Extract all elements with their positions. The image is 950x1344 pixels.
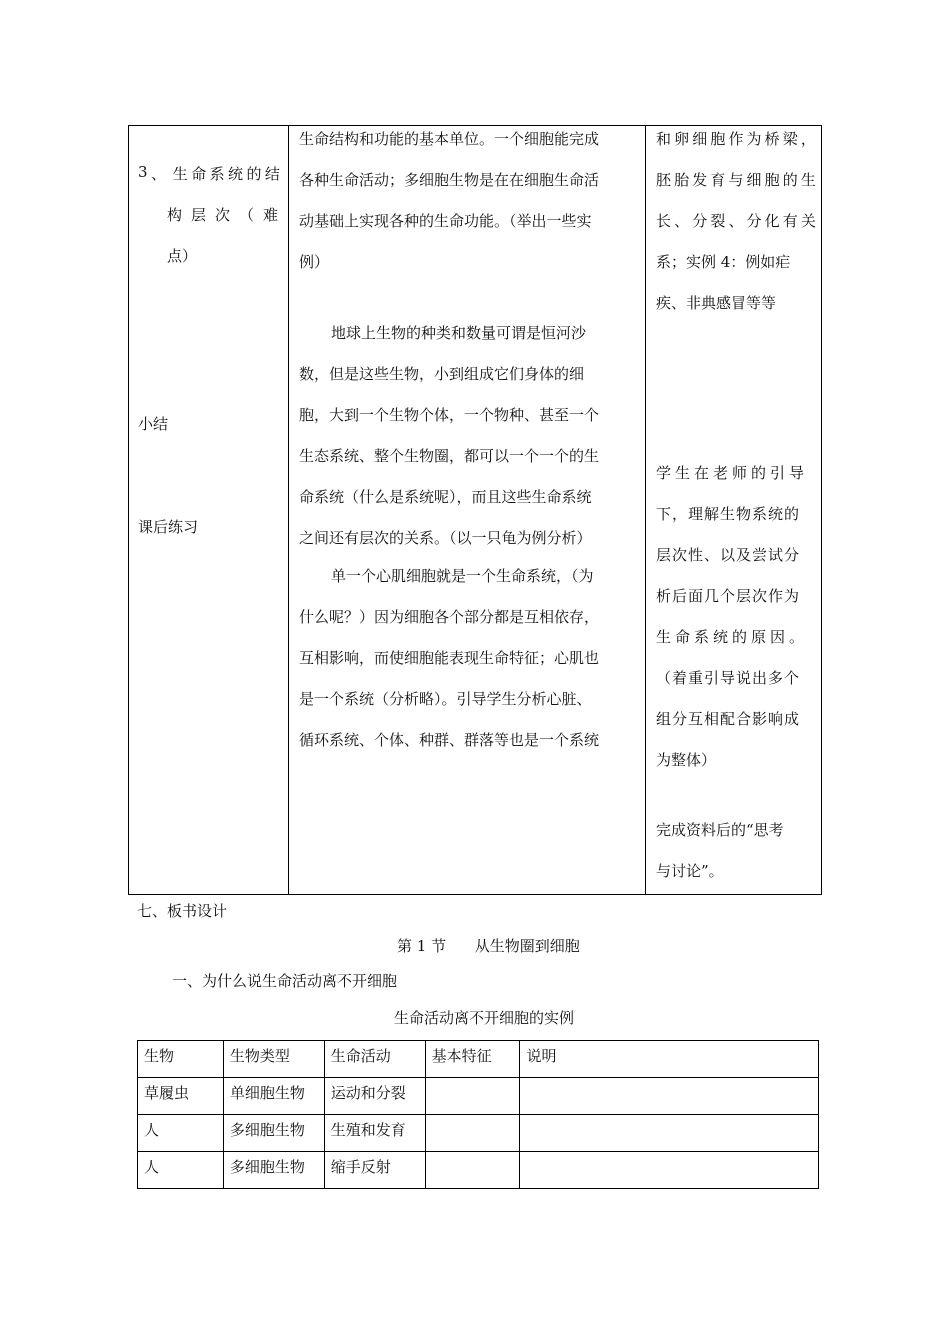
header-cell: 说明 xyxy=(520,1041,819,1078)
table-cell: 人 xyxy=(138,1115,224,1152)
teacher-text-line: 生态系统、整个生物圈，都可以一个一个的生 xyxy=(299,447,600,465)
stage-column xyxy=(129,126,288,894)
table-cell: 缩手反射 xyxy=(324,1152,425,1189)
teacher-text-line: 互相影响，而使细胞能表现生命特征；心肌也 xyxy=(299,649,600,667)
student-text-line: 为整体） xyxy=(656,751,717,769)
teacher-text-line: 生命结构和功能的基本单位。一个细胞能完成 xyxy=(299,130,600,148)
table-row xyxy=(138,1115,819,1152)
teacher-text-line: 是一个系统（分析略）。引导学生分析心脏、 xyxy=(299,690,592,708)
teacher-text-line: 动基础上实现各种的生命功能。（举出一些实 xyxy=(299,212,592,230)
table-row xyxy=(138,1078,819,1115)
table-cell: 单细胞生物 xyxy=(223,1078,324,1115)
table-row xyxy=(138,1152,819,1189)
table-cell: 草履虫 xyxy=(138,1078,224,1115)
table-cell xyxy=(425,1115,520,1152)
header-cell: 生命活动 xyxy=(324,1041,425,1078)
subheading: 一、为什么说生命活动离不开细胞 xyxy=(172,972,398,990)
header-cell: 生物类型 xyxy=(223,1041,324,1078)
student-text-line: 学生在老师的引导 xyxy=(656,464,809,482)
student-activity-column xyxy=(646,126,821,894)
table-header-row xyxy=(138,1041,819,1078)
teacher-text-line: 单一个心肌细胞就是一个生命系统，（为 xyxy=(331,567,594,585)
board-title: 第 1 节 从生物圈到细胞 xyxy=(397,937,580,955)
student-text-line: 系；实例 4：例如疟 xyxy=(656,253,791,271)
table-cell: 多细胞生物 xyxy=(223,1115,324,1152)
student-text-line: 长 、 分 裂 、 分 化 有 关 xyxy=(656,212,816,230)
table-caption: 生命活动离不开细胞的实例 xyxy=(394,1009,575,1027)
table-cell xyxy=(520,1078,819,1115)
teacher-activity-column xyxy=(289,126,645,894)
examples-table xyxy=(137,1040,819,1189)
student-text-line: 与讨论”。 xyxy=(656,862,724,880)
teacher-text-line: 胞，大到一个生物个体，一个物种、甚至一个 xyxy=(299,406,600,424)
teacher-text-line: 例） xyxy=(299,253,330,271)
student-text-line: 析后面几个层次作为 xyxy=(656,587,801,605)
student-text-line: 组分互相配合影响成 xyxy=(656,710,801,728)
stage-summary: 小结 xyxy=(138,415,169,433)
teacher-text-line: 各种生命活动；多细胞生物是在在细胞生命活 xyxy=(299,171,600,189)
teacher-text-line: 数，但是这些生物，小到组成它们身体的细 xyxy=(299,365,585,383)
teacher-text-line: 地球上生物的种类和数量可谓是恒河沙 xyxy=(331,324,587,342)
table-cell: 人 xyxy=(138,1152,224,1189)
stage-item-3-line2: 构层次（难 xyxy=(167,206,288,224)
student-text-line: 和 卵 细 胞 作 为 桥 梁 ， xyxy=(656,130,816,148)
table-cell xyxy=(425,1152,520,1189)
student-text-line: （着重引导说出多个 xyxy=(656,669,801,687)
student-text-line: 生命系统的原因。 xyxy=(656,628,809,646)
student-text-line: 疾、非典感冒等等 xyxy=(656,294,777,312)
header-cell: 生物 xyxy=(138,1041,224,1078)
student-text-line: 胚 胎 发 育 与 细 胞 的 生 xyxy=(656,171,816,189)
table-cell: 生殖和发育 xyxy=(324,1115,425,1152)
stage-homework: 课后练习 xyxy=(138,518,199,536)
section-heading: 七、板书设计 xyxy=(137,902,228,920)
teacher-text-line: 循环系统、个体、种群、群落等也是一个系统 xyxy=(299,731,600,749)
stage-item-3-line3: 点） xyxy=(167,247,198,265)
teacher-text-line: 什么呢？）因为细胞各个部分都是互相依存， xyxy=(299,608,600,626)
table-cell xyxy=(425,1078,520,1115)
student-text-line: 层次性、以及尝试分 xyxy=(656,546,801,564)
lesson-table xyxy=(128,125,822,895)
teacher-text-line: 之间还有层次的关系。（以一只龟为例分析） xyxy=(299,529,592,547)
student-text-line: 下，理解生物系统的 xyxy=(656,505,801,523)
header-cell: 基本特征 xyxy=(425,1041,520,1078)
table-cell xyxy=(520,1152,819,1189)
table-cell xyxy=(520,1115,819,1152)
table-cell: 多细胞生物 xyxy=(223,1152,324,1189)
teacher-text-line: 命系统（什么是系统呢），而且这些生命系统 xyxy=(299,488,592,506)
table-cell: 运动和分裂 xyxy=(324,1078,425,1115)
stage-item-3-line1: 3 、 生 命 系 统 的 结 xyxy=(138,163,280,183)
student-text-line: 完成资料后的“思考 xyxy=(656,821,784,839)
